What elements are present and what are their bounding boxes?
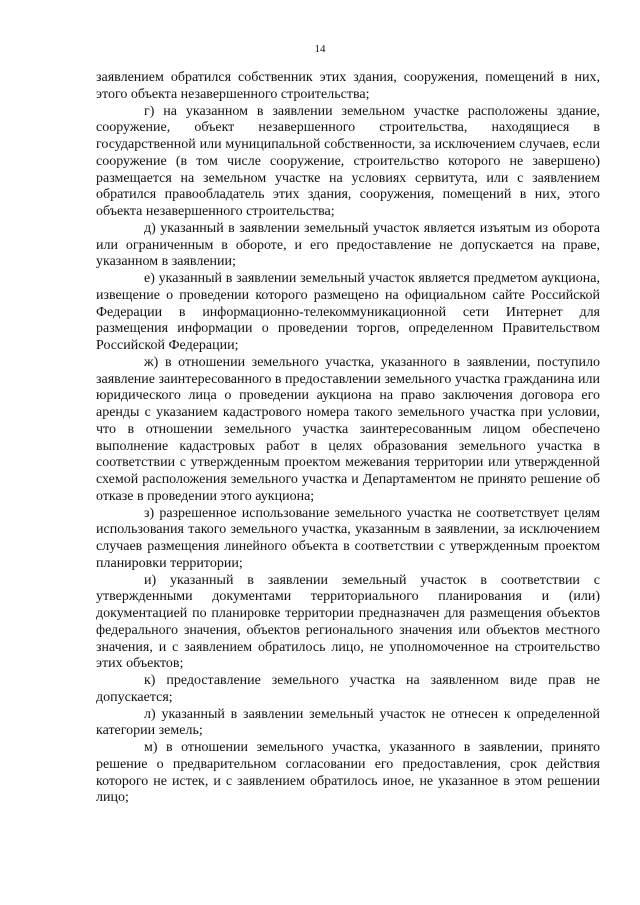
- paragraph-item-g: г) на указанном в заявлении земельном участке расположены здание, сооружение, объект незавершенного строительства, находящиеся в государственной или муниципальной собственности, за исключением случаев, если сооружение (в том числе сооружение, строительство которого не завершено) размещается на земельном участке на условиях сервитута, или с заявлением обратился правообладатель этих здания, сооружения, помещений в них, этого объекта незавершенного строительства;: [96, 103, 600, 219]
- paragraph-item-z: з) разрешенное использование земельного участка не соответствует целям использования такого земельного участка, указанным в заявлении, за исключением случаев размещения линейного объекта в соответствии с утвержденным проектом планировки территории;: [96, 505, 600, 571]
- paragraph-item-m: м) в отношении земельного участка, указанного в заявлении, принято решение о предварительном согласовании его предоставления, срок действия которого не истек, и с заявлением обратилось иное, не указанное в этом решении лицо;: [96, 740, 600, 806]
- paragraph-item-e: е) указанный в заявлении земельный участок является предметом аукциона, извещение о проведении которого размещено на официальном сайте Российской Федерации в информационно-телекоммуникационной сети Интернет для размещения информации о проведении торгов, определенном Правительством Российской Федерации;: [96, 271, 600, 353]
- paragraph-item-l: л) указанный в заявлении земельный участок не отнесен к определенной категории земель;: [96, 706, 600, 739]
- paragraph-continued: заявлением обратился собственник этих здания, сооружения, помещений в них, этого объекта незавершенного строительства;: [96, 70, 600, 102]
- paragraph-item-k: к) предоставление земельного участка на заявленном виде прав не допускается;: [96, 673, 600, 705]
- page-number: 14: [314, 43, 326, 55]
- document-body: [96, 70, 600, 807]
- paragraph-item-i: и) указанный в заявлении земельный участок в соответствии с утвержденными документами территориального планирования и (или) документацией по планировке территории предназначен для размещения объектов федерального значения, объектов регионального значения или объектов местного значения, и с заявлением обратилось лицо, не уполномоченное на строительство этих объектов;: [96, 572, 600, 672]
- paragraph-item-d: д) указанный в заявлении земельный участок является изъятым из оборота или ограниченным в обороте, и его предоставление не допускается на праве, указанном в заявлении;: [96, 220, 600, 270]
- paragraph-item-zh: ж) в отношении земельного участка, указанного в заявлении, поступило заявление заинтересованного в предоставлении земельного участка гражданина или юридического лица о проведении аукциона на право заключения договора его аренды с указанием кадастрового номера такого земельного участка при условии, что в отношении земельного участка заинтересованным лицом обеспечено выполнение кадастровых работ в целях образования земельного участка в соответствии с утвержденным проектом межевания территории или утвержденной схемой расположения земельного участка и Департаментом не принято решение об отказе в проведении этого аукциона;: [96, 354, 600, 504]
